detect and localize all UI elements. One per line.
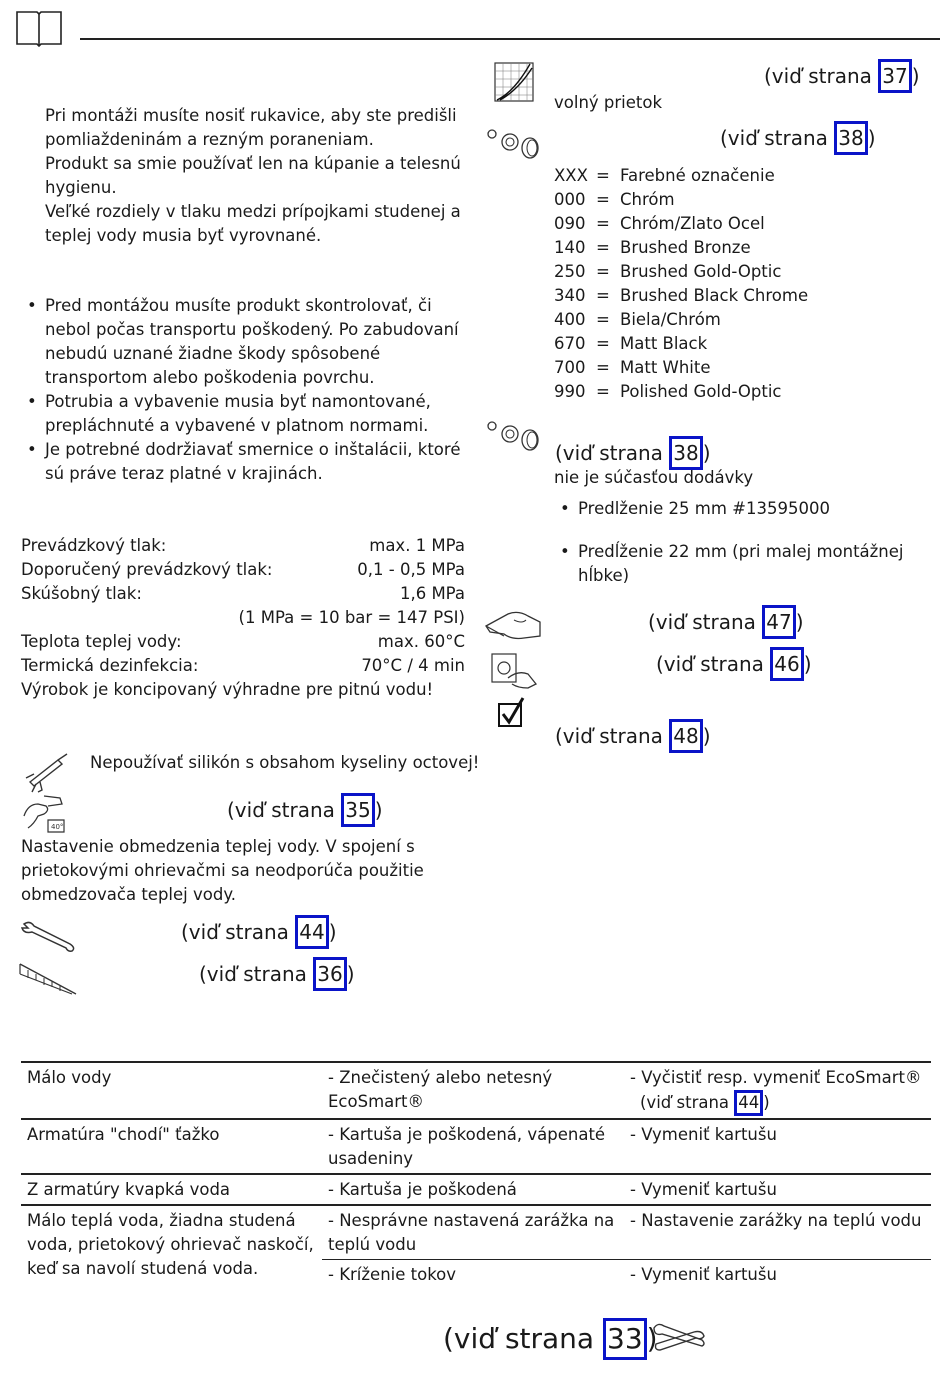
page-ref-44[interactable] [181, 915, 337, 949]
color-code: 000 [554, 190, 586, 209]
wrench-icon [20, 918, 78, 954]
ref-page-number[interactable]: 44 [734, 1090, 763, 1116]
cause-cell: - Kartuša je poškodená [328, 1180, 517, 1199]
ref-suffix: ) [346, 962, 355, 986]
spec-value: (1 MPa = 10 bar = 147 PSI) [238, 608, 465, 627]
install-notes-list [23, 294, 468, 486]
extensions-list [556, 540, 916, 588]
ref-suffix: ) [795, 610, 804, 634]
remedy-cell: - Vymeniť kartušu [630, 1265, 777, 1284]
technical-specs [21, 534, 465, 702]
color-code-list [554, 164, 808, 404]
ref-suffix: ) [911, 64, 920, 88]
ref-page-number[interactable]: 36 [313, 957, 346, 991]
color-code: 990 [554, 382, 586, 401]
ref-suffix: ) [646, 1322, 658, 1355]
spec-label: Prevádzkový tlak: [21, 536, 167, 555]
color-name: Brushed Bronze [620, 238, 751, 257]
equals-sign: = [596, 382, 610, 401]
list-item [554, 260, 808, 284]
ref-prefix: (viď strana [181, 920, 296, 944]
color-code: 670 [554, 334, 586, 353]
ref-prefix: (viď strana [199, 962, 314, 986]
spec-label: Teplota teplej vody: [21, 632, 182, 651]
page-ref-48[interactable] [555, 719, 711, 753]
page-ref-35[interactable] [227, 793, 383, 827]
list-item: • Pred montážou musíte produkt skontrolovať, či nebol počas transportu poškodený. Po zabudovaní nebudú uznané žiadne škody spôsobené transportom alebo poškodenia povrchu. [23, 294, 468, 390]
list-item [554, 212, 808, 236]
spec-value: max. 60°C [377, 632, 465, 651]
ref-prefix: (viď strana [656, 652, 771, 676]
ref-suffix: ) [374, 798, 383, 822]
ref-prefix: (viď strana [764, 64, 879, 88]
spec-label: Skúšobný tlak: [21, 584, 142, 603]
list-item [554, 380, 808, 404]
color-name: Biela/Chróm [620, 310, 721, 329]
equals-sign: = [596, 286, 610, 305]
equals-sign: = [596, 190, 610, 209]
page-ref-47[interactable] [648, 605, 804, 639]
page-ref-38[interactable] [555, 436, 711, 470]
cause-cell: - Kríženie tokov [328, 1265, 457, 1284]
parts-icon [486, 124, 542, 160]
ref-prefix: (viď strana [443, 1322, 603, 1355]
spec-label: Termická dezinfekcia: [21, 656, 199, 675]
remedy-cell: - Vymeniť kartušu [630, 1125, 777, 1144]
color-code: 340 [554, 286, 586, 305]
tools-icon [650, 1318, 708, 1356]
page-ref-37[interactable] [764, 59, 920, 93]
ref-suffix: ) [867, 126, 876, 150]
ref-page-number[interactable]: 35 [341, 793, 374, 827]
svg-text:40°: 40° [51, 823, 64, 831]
table-row [21, 1174, 931, 1205]
color-code: 140 [554, 238, 586, 257]
manual-book-icon [14, 8, 64, 48]
problem-cell: Málo vody [27, 1068, 112, 1087]
list-item [554, 332, 808, 356]
page-ref-36[interactable] [199, 957, 355, 991]
remedy-cell: - Vymeniť kartušu [630, 1180, 777, 1199]
spec-value: 70°C / 4 min [361, 656, 465, 675]
color-name: Brushed Gold-Optic [620, 262, 782, 281]
list-item [554, 236, 808, 260]
safety-paragraph: Veľké rozdiely v tlaku medzi prípojkami studenej a teplej vody musia byť vyrovnané. [45, 202, 461, 245]
cause-cell: - Kartuša je poškodená, vápenaté usadeniny [328, 1125, 606, 1168]
page-ref-44[interactable] [630, 1090, 925, 1116]
remedy-cell: - Nastavenie zarážky na teplú vodu [624, 1205, 931, 1260]
ref-prefix: (viď strana [720, 126, 835, 150]
equals-sign: = [596, 262, 610, 281]
color-name: Matt Black [620, 334, 708, 353]
equals-sign: = [596, 238, 610, 257]
checkbox-icon [497, 696, 527, 730]
hand-thermostat-icon [20, 794, 70, 834]
spec-value: 1,6 MPa [399, 584, 465, 603]
ref-prefix: (viď strana [648, 610, 763, 634]
ref-page-number[interactable]: 47 [762, 605, 795, 639]
cleaning-hand-icon [484, 606, 544, 644]
ref-page-number[interactable]: 37 [878, 59, 911, 93]
problem-cell: Z armatúry kvapká voda [27, 1180, 231, 1199]
safety-paragraph: Produkt sa smie používať len na kúpanie a telesnú hygienu. [45, 154, 461, 197]
list-item: • Je potrebné dodržiavať smernice o inštalácii, ktoré sú práve teraz platné v krajinách. [23, 438, 468, 486]
ref-page-number[interactable]: 44 [295, 915, 328, 949]
color-code: 250 [554, 262, 586, 281]
safety-paragraph: Pri montáži musíte nosiť rukavice, aby ste predišli pomliaždeninám a rezným poraneniam. [45, 106, 457, 149]
color-code: 090 [554, 214, 586, 233]
ref-page-number[interactable]: 46 [770, 647, 803, 681]
spec-label: Doporučený prevádzkový tlak: [21, 560, 273, 579]
parts-icon [486, 416, 542, 452]
color-name: Farebné označenie [620, 166, 775, 185]
not-included-label: nie je súčasťou dodávky [554, 468, 754, 487]
remedy-text: - Vyčistiť resp. vymeniť EcoSmart® [630, 1068, 922, 1087]
extensions-list [556, 497, 916, 521]
silicone-note: Nepoužívať silikón s obsahom kyseliny octovej! [90, 753, 480, 772]
spec-value: max. 1 MPa [369, 536, 465, 555]
equals-sign: = [596, 214, 610, 233]
problem-cell: Armatúra "chodí" ťažko [27, 1125, 220, 1144]
list-item: • Potrubia a vybavenie musia byť namontované, prepláchnuté a vybavené v platnom normami. [23, 390, 468, 438]
silicone-gun-icon [24, 752, 70, 794]
color-code: XXX [554, 166, 588, 185]
cause-cell: - Nesprávne nastavená zarážka na teplú vodu [322, 1205, 624, 1260]
color-name: Chróm [620, 190, 675, 209]
drinking-water-note: Výrobok je koncipovaný výhradne pre pitnú vodu! [21, 680, 434, 699]
cause-cell: - Znečistený alebo netesný EcoSmart® [328, 1068, 553, 1111]
color-name: Polished Gold-Optic [620, 382, 782, 401]
color-code: 400 [554, 310, 586, 329]
hot-water-limit-text: Nastavenie obmedzenia teplej vody. V spojení s prietokovými ohrievačmi sa neodporúča použitie obmedzovača teplej vody. [21, 837, 424, 904]
list-item [554, 308, 808, 332]
ref-prefix: (viď strana [555, 724, 670, 748]
remedy-cell [624, 1062, 931, 1119]
equals-sign: = [596, 166, 610, 185]
color-name: Brushed Black Chrome [620, 286, 809, 305]
spec-value: 0,1 - 0,5 MPa [357, 560, 465, 579]
ref-prefix: (viď strana [640, 1093, 735, 1112]
troubleshooting-table [21, 1061, 931, 1289]
ref-page-number[interactable]: 38 [834, 121, 867, 155]
list-item [554, 164, 808, 188]
page-ref-38[interactable] [720, 121, 876, 155]
color-name: Matt White [620, 358, 711, 377]
ruler-icon [18, 960, 78, 996]
ref-suffix: ) [803, 652, 812, 676]
list-item: • Predĺženie 22 mm (pri malej montážnej hĺbke) [556, 540, 916, 588]
ref-suffix: ) [328, 920, 337, 944]
list-item [554, 188, 808, 212]
color-name: Chróm/Zlato Ocel [620, 214, 765, 233]
ref-suffix: ) [702, 441, 711, 465]
ref-suffix: ) [763, 1093, 770, 1112]
ref-page-number[interactable]: 48 [669, 719, 702, 753]
equals-sign: = [596, 358, 610, 377]
list-item: • Predlženie 25 mm #13595000 [556, 497, 916, 521]
safety-text [45, 104, 465, 248]
equals-sign: = [596, 310, 610, 329]
ref-prefix: (viď strana [227, 798, 342, 822]
ref-prefix: (viď strana [555, 441, 670, 465]
color-code: 700 [554, 358, 586, 377]
hand-tool-icon [488, 650, 540, 690]
flow-diagram-icon [494, 62, 534, 102]
table-row [21, 1119, 931, 1174]
ref-page-number[interactable]: 33 [603, 1318, 647, 1360]
equals-sign: = [596, 334, 610, 353]
page-ref-46[interactable] [656, 647, 812, 681]
free-flow-label: volný prietok [554, 93, 663, 112]
table-row [21, 1062, 931, 1119]
list-item [554, 356, 808, 380]
ref-page-number[interactable]: 38 [669, 436, 702, 470]
problem-cell: Málo teplá voda, žiadna studená voda, prietokový ohrievač naskočí, keď sa navolí studená voda. [27, 1211, 314, 1278]
page-ref-33[interactable] [443, 1318, 658, 1360]
ref-suffix: ) [702, 724, 711, 748]
header-rule [80, 38, 940, 40]
list-item [554, 284, 808, 308]
table-row [21, 1205, 931, 1260]
